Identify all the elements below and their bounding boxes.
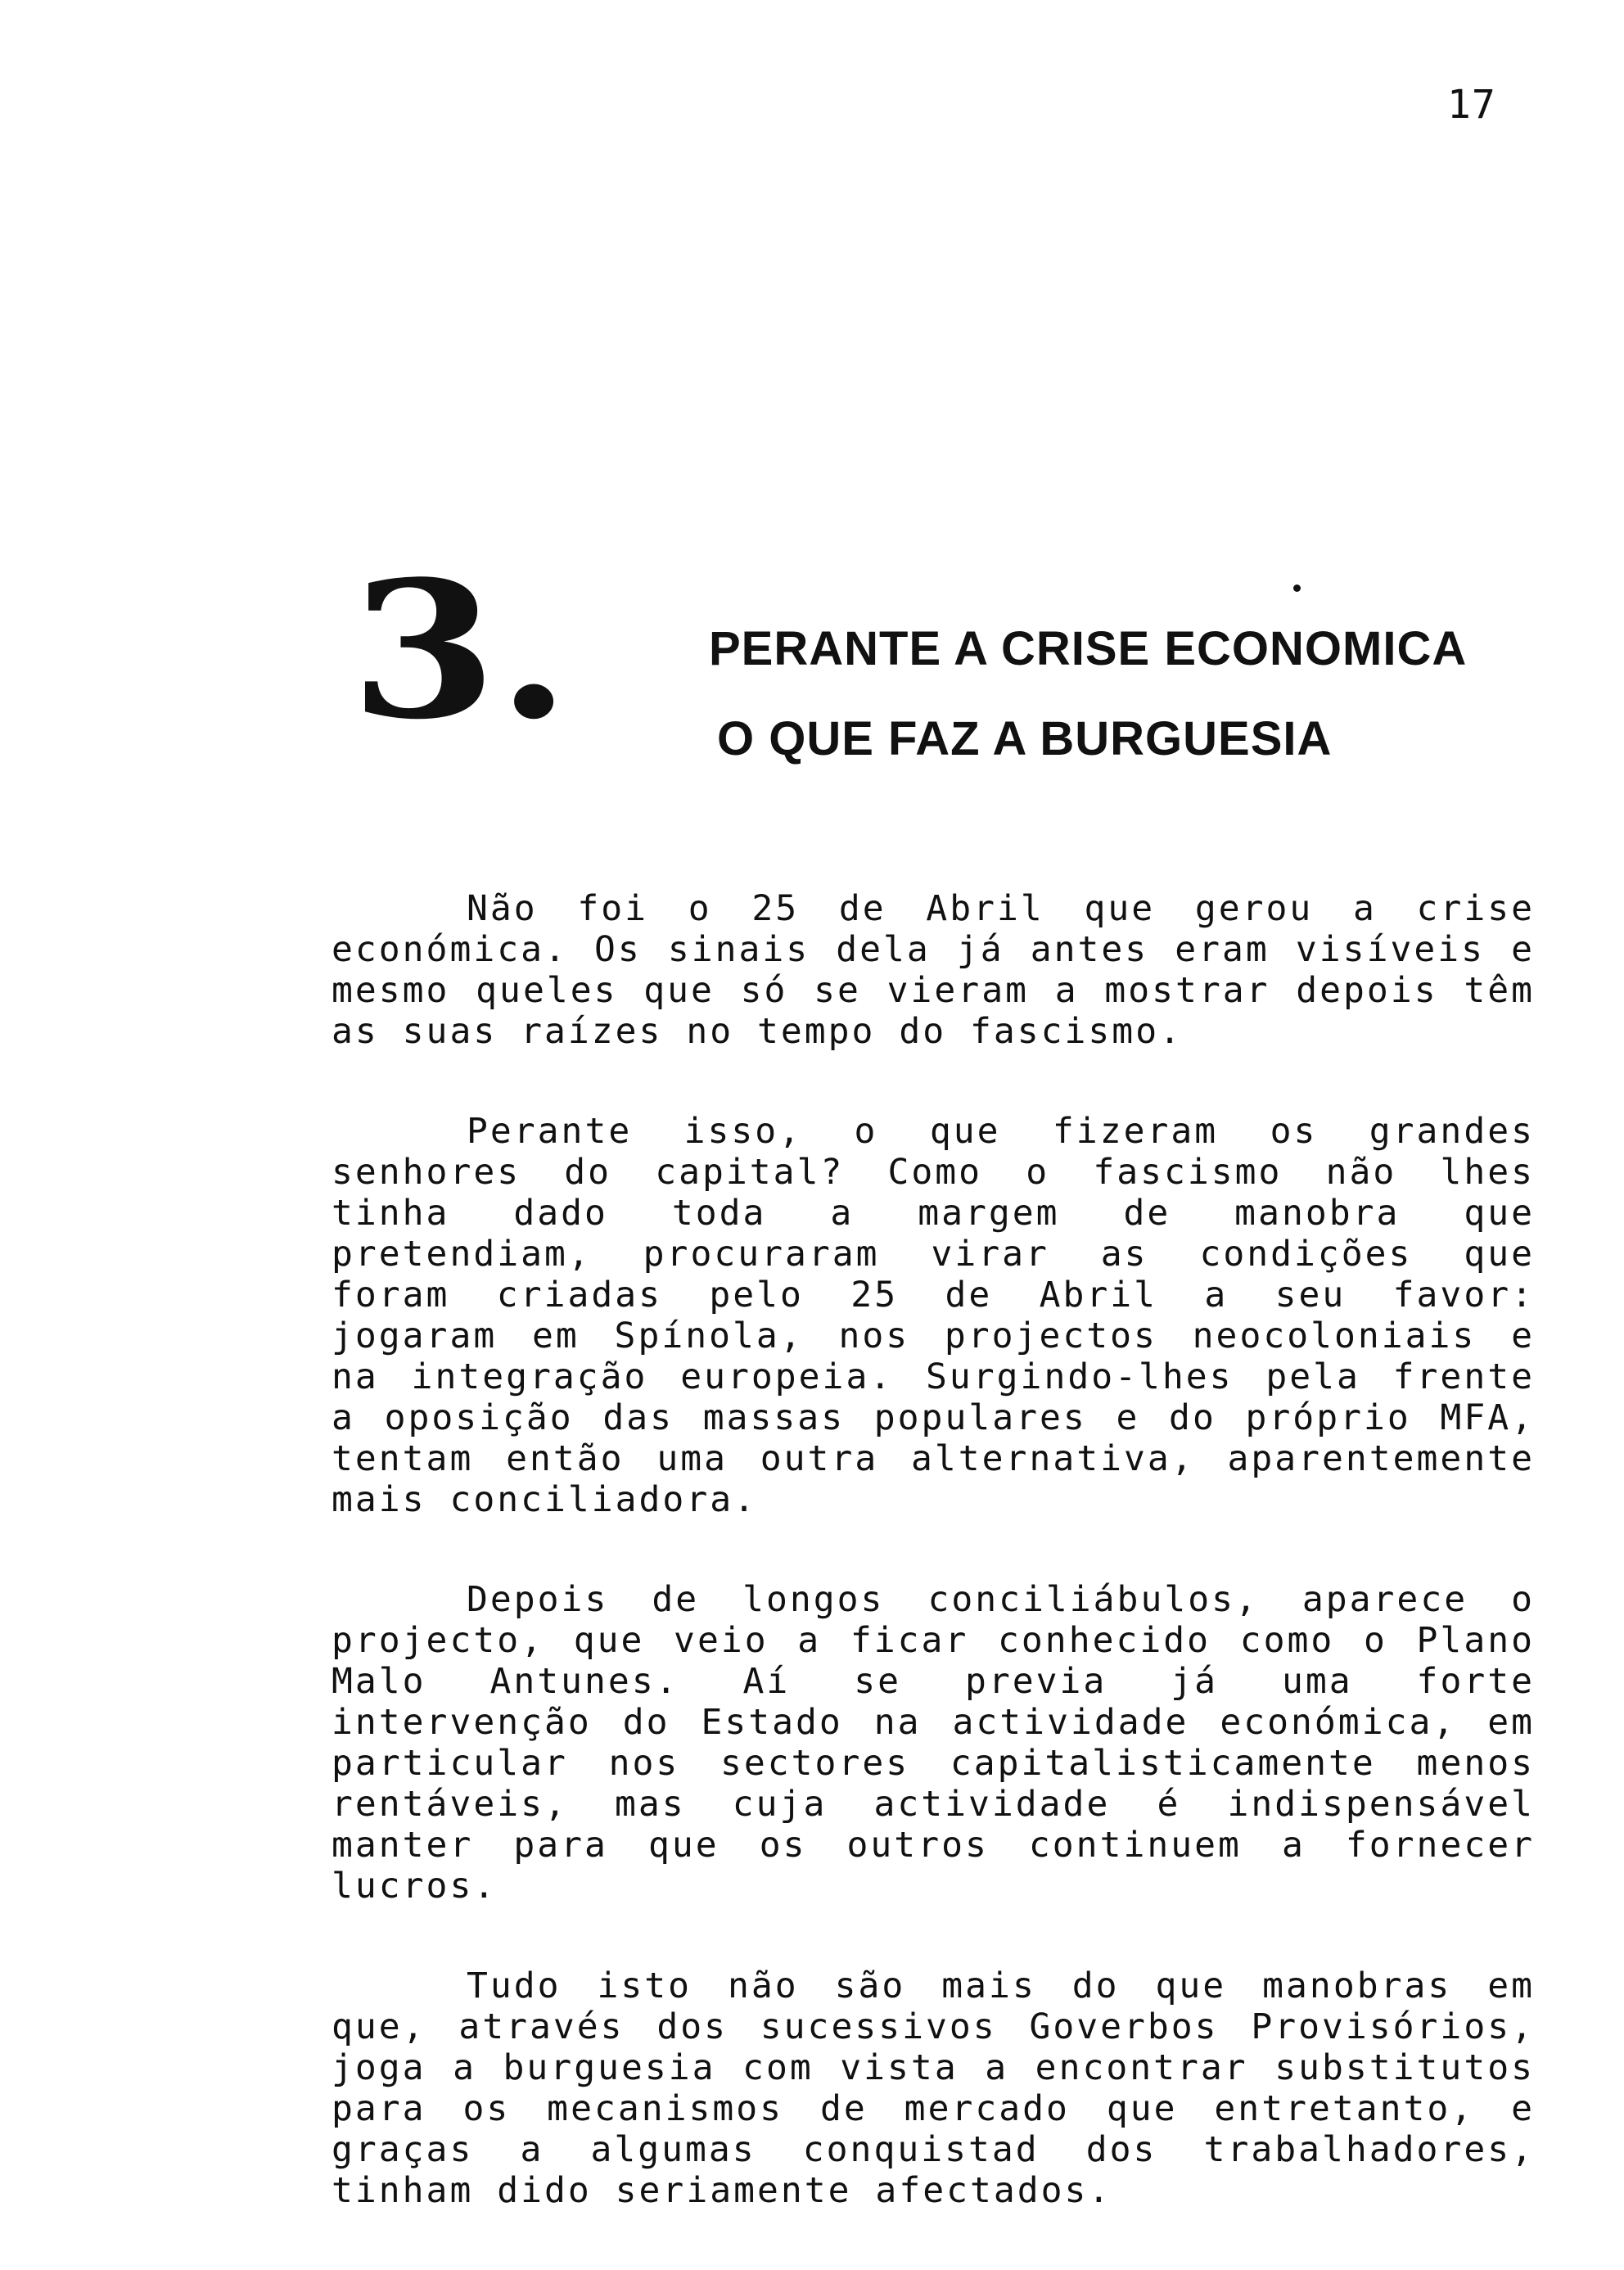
paragraph-2: Perante isso, o que fizeram os grandes senhores do capital? Como o fascismo não lhes tinha dado toda a margem de manobra que pretendiam, procuraram virar as condições que foram criadas pelo 25 de Abril a seu favor: jogaram em Spínola, nos projectos neocoloniais e na integração europeia. Surgindo-lhes pela frente a oposição das massas populares e do próprio MFA, tentam então uma outra alternativa, aparentemente mais conciliadora. xyxy=(332,1111,1535,1520)
chapter-title-line-2: O QUE FAZ A BURGUESIA xyxy=(717,712,1333,765)
page-number: 17 xyxy=(1447,82,1496,128)
chapter-title-line-1: PERANTE A CRISE ECONOMICA xyxy=(709,622,1468,675)
body-text xyxy=(332,888,1535,2270)
paragraph-4: Tudo isto não são mais do que manobras em que, através dos sucessivos Goverbos Provisórios, joga a burguesia com vista a encontrar substitutos para os mecanismos de mercado que entretanto, e graças a algumas conquistad dos trabalhadores, tinham dido seriamente afectados. xyxy=(332,1965,1535,2211)
chapter-number: 3. xyxy=(350,540,571,761)
chapter-title xyxy=(709,604,1467,784)
print-speck-mark xyxy=(1293,584,1301,592)
paragraph-1: Não foi o 25 de Abril que gerou a crise económica. Os sinais dela já antes eram visíveis e mesmo queles que só se vieram a mostrar depois têm as suas raízes no tempo do fascismo. xyxy=(332,888,1535,1052)
paragraph-3: Depois de longos conciliábulos, aparece o projecto, que veio a ficar conhecido como o Plano Malo Antunes. Aí se previa já uma forte intervenção do Estado na actividade económica, em particular nos sectores capitalisticamente menos rentáveis, mas cuja actividade é indispensável manter para que os outros continuem a fornecer lucros. xyxy=(332,1579,1535,1907)
